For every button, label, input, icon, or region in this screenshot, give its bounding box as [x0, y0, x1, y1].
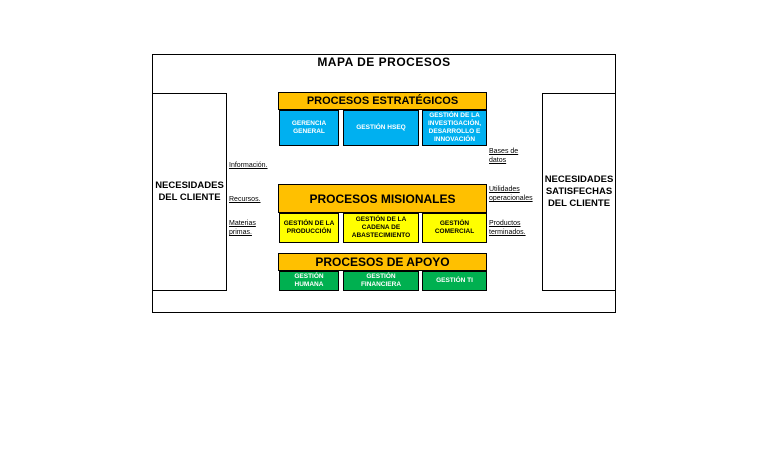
misionales-header: PROCESOS MISIONALES [278, 184, 487, 213]
misional-box-3: GESTIÓN COMERCIAL [422, 213, 487, 243]
right-panel: NECESIDADES SATISFECHAS DEL CLIENTE [542, 93, 616, 291]
input-label-recursos: Recursos. [229, 196, 261, 203]
estrategico-box-3: GESTIÓN DE LA INVESTIGACIÓN, DESARROLLO E INNOVACIÓN [422, 110, 487, 146]
estrategico-box-2: GESTIÓN HSEQ [343, 110, 419, 146]
input-label-materias-primas: Materias primas. [229, 220, 256, 236]
apoyo-box-1: GESTIÓN HUMANA [279, 271, 339, 291]
output-label-utilidades: Utilidades operacionales [489, 186, 533, 202]
output-label-productos: Productos terminados. [489, 220, 526, 236]
diagram-title: MAPA DE PROCESOS [317, 55, 451, 69]
apoyo-box-3: GESTIÓN TI [422, 271, 487, 291]
output-label-bases-de-datos: Bases de datos [489, 148, 519, 164]
input-label-informacion: Información. [229, 162, 268, 169]
estrategico-box-1: GERENCIA GENERAL [279, 110, 339, 146]
left-panel: NECESIDADES DEL CLIENTE [152, 93, 227, 291]
misional-box-2: GESTIÓN DE LA CADENA DE ABASTECIMIENTO [343, 213, 419, 243]
estrategicos-header: PROCESOS ESTRATÉGICOS [278, 92, 487, 110]
apoyo-box-2: GESTIÓN FINANCIERA [343, 271, 419, 291]
misional-box-1: GESTIÓN DE LA PRODUCCIÓN [279, 213, 339, 243]
apoyo-header: PROCESOS DE APOYO [278, 253, 487, 271]
